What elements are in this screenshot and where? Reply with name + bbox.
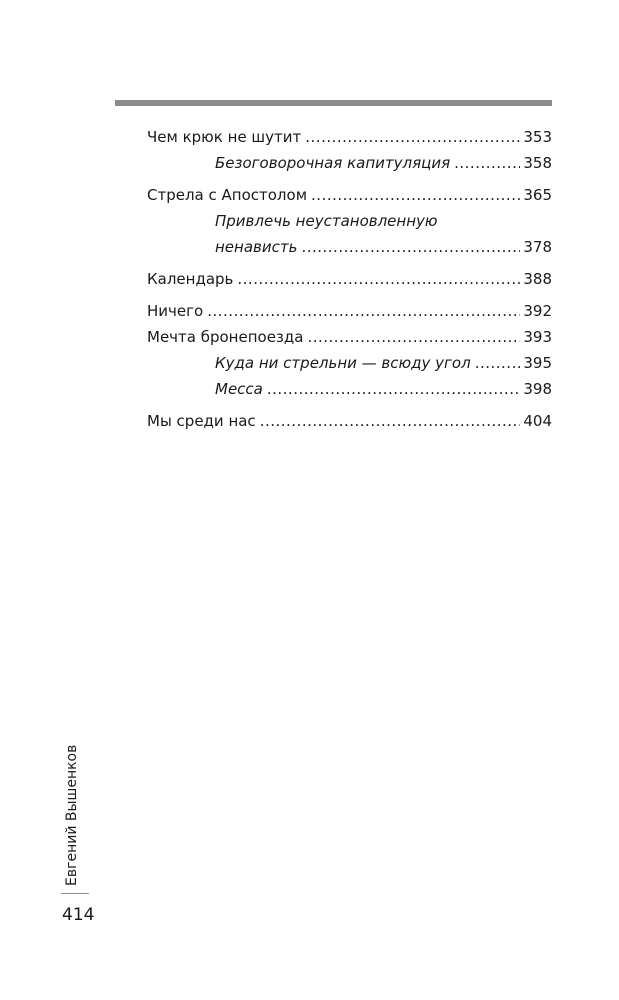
toc-entry [147, 124, 552, 150]
toc-entry-title: Привлечь неустановленную [215, 212, 438, 230]
toc-leader-dots [207, 298, 520, 324]
running-head-author [58, 744, 86, 886]
toc-leader-dots [307, 324, 520, 350]
toc-leader-dots [454, 150, 520, 176]
toc-entry-title: Ничего [147, 302, 204, 320]
toc-entry-title: Мечта бронепоезда [147, 328, 304, 346]
toc-entry [147, 324, 552, 350]
toc-subentry [147, 350, 552, 376]
toc-leader-dots [260, 408, 521, 434]
toc-entry-title: Стрела с Апостолом [147, 186, 308, 204]
page-number: 414 [62, 905, 95, 925]
toc-entry-title: Месса [215, 380, 263, 398]
toc-entry-page: 378 [523, 238, 552, 256]
toc-entry-page: 392 [523, 302, 552, 320]
toc-entry-page: 358 [523, 154, 552, 172]
toc-subentry [147, 234, 552, 260]
toc-entry-title: Календарь [147, 270, 234, 288]
toc-entry-page: 353 [523, 128, 552, 146]
toc-entry-page: 393 [523, 328, 552, 346]
top-rule [115, 100, 552, 106]
toc-subentry-first-line [147, 208, 552, 234]
toc-entry-page: 365 [523, 186, 552, 204]
toc-entry-page: 388 [523, 270, 552, 288]
toc-entry-page: 398 [523, 380, 552, 398]
toc-entry [147, 298, 552, 324]
toc-entry-title: Чем крюк не шутит [147, 128, 302, 146]
toc-entry [147, 182, 552, 208]
toc-entry-title: ненависть [215, 238, 298, 256]
toc-leader-dots [301, 234, 520, 260]
toc-leader-dots [267, 376, 521, 402]
toc-leader-dots [311, 182, 520, 208]
toc-entry-title: Мы среди нас [147, 412, 256, 430]
toc-entry [147, 266, 552, 292]
author-name: Евгений Вышенков [64, 744, 80, 886]
toc-entry-title: Безоговорочная капитуляция [215, 154, 451, 172]
toc-entry [147, 408, 552, 434]
toc-leader-dots [237, 266, 520, 292]
toc-subentry [147, 376, 552, 402]
toc-entry-page: 395 [523, 354, 552, 372]
toc-entry-title: Куда ни стрельни — всюду угол [215, 354, 471, 372]
footer-divider [61, 893, 89, 894]
toc-leader-dots [305, 124, 520, 150]
toc-subentry [147, 150, 552, 176]
toc-entry-page: 404 [523, 412, 552, 430]
toc-leader-dots [475, 350, 521, 376]
table-of-contents [147, 124, 552, 434]
